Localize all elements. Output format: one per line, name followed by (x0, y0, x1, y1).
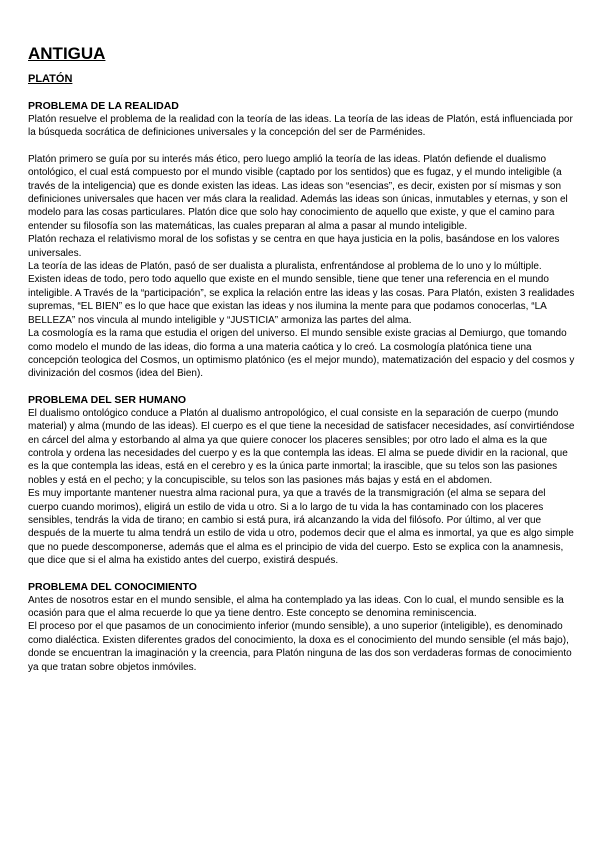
paragraph: Platón resuelve el problema de la realidad con la teoría de las ideas. La teoría de las ideas de Platón, está influenciada por la búsqueda socrática de definiciones universales y la concepción del ser de Parménides. (28, 114, 573, 139)
document-subtitle: PLATÓN (28, 73, 73, 85)
section-heading: PROBLEMA DE LA REALIDAD (28, 100, 179, 112)
paragraph: Platón rechaza el relativismo moral de los sofistas y se centra en que haya justicia en la polis, basándose en los valores universales. (28, 234, 560, 259)
paragraph: Antes de nosotros estar en el mundo sensible, el alma ha contemplado ya las ideas. Con lo cual, el mundo sensible es la ocasión para que el alma recuerde lo que ya tiene dentro. Este concepto se denomina reminiscencia. (28, 594, 564, 619)
section-realidad (28, 100, 576, 381)
section-heading: PROBLEMA DEL CONOCIMIENTO (28, 580, 197, 593)
paragraph: Platón primero se guía por su interés más ético, pero luego amplió la teoría de las ideas. Platón defiende el dualismo ontológico, el cual está compuesto por el mundo visible (captado por los sentidos) que es fugaz, y el mundo inteligible (a través de la inteligencia) que es donde existen las ideas. Las ideas son “esencias”, es decir, existen por sí mismas y son definiciones universales que hacen ver más clara la realidad. Además las ideas son únicas, inmutables y eternas, y son el modelo para las cosas particulares. Platón dice que solo hay conocimiento de aquello que existe, y que el camino para entender su filosofía son las matemáticas, las cuales preparan al alma a pasar al mundo inteligible. (28, 153, 568, 232)
document-page (28, 44, 576, 674)
section-spacer (28, 381, 576, 394)
paragraph: La cosmología es la rama que estudia el origen del universo. El mundo sensible existe gracias al Demiurgo, que tomando como modelo el mundo de las ideas, dio forma a una materia caótica y lo creó. La cosmología platónica tiene una concepción teologica del Cosmos, un optimismo platónico (es el mejor mundo), matematización del espacio y del cosmos y divinización del cosmos (idea del Bien). (28, 328, 575, 380)
document-title: ANTIGUA (28, 44, 106, 63)
paragraph: El proceso por el que pasamos de un conocimiento inferior (mundo sensible), a uno superior (inteligible), es denominado como dialéctica. Existen diferentes grados del conocimiento, la doxa es el conocimiento del mundo sensible (el más bajo), donde se encuentran la imaginación y la creencia, para Platón ninguna de las dos son verdaderas formas de conocimiento ya que tratan sobre objetos inmóviles. (28, 621, 572, 673)
paragraph: El dualismo ontológico conduce a Platón al dualismo antropológico, el cual consiste en la separación de cuerpo (mundo material) y alma (mundo de las ideas). El cuerpo es el que tiene la necesidad de satisfacer necesidades, así convirtiéndose en cárcel del alma y estorbando al alma ya que quiere conocer los placeres sensibles; por otro lado el alma es la que controla y ordena las necesidades del cuerpo y es la que contempla las ideas. El alma se puede dividir en la racional, que es la que contempla las ideas, está en el cerebro y es la única parte inmortal; la irascible, que su telos son las pasiones nobles y está en el pecho; y la concupiscible, su telos son las pasiones más bajas y está en el abdomen. (28, 407, 575, 486)
paragraph-spacer (28, 140, 576, 153)
paragraph: Es muy importante mantener nuestra alma racional pura, ya que a través de la transmigración (el alma se separa del cuerpo cuando morimos), eligirá un estilo de vida u otro. Si a lo largo de tu vida la has contaminado con los placeres sensibles, tendrás la vida de tirano; en cambio si está pura, irá alcanzando la vida del filósofo. Por último, al ver que después de la muerte tu alma tendrá un estilo de vida u otro, podemos decir que el alma es inmortal, ya que es algo simple que no puede descomponerse, además que el alma es el principio de vida del cuerpo. Esto se explica con la anamnesis, que dice que si el alma ha existido antes del cuerpo, existirá después. (28, 488, 574, 567)
section-conocimiento (28, 581, 576, 674)
section-ser-humano (28, 394, 576, 568)
section-spacer (28, 568, 576, 581)
section-heading: PROBLEMA DEL SER HUMANO (28, 393, 187, 406)
paragraph: La teoría de las ideas de Platón, pasó de ser dualista a pluralista, enfrentándose al problema de lo uno y lo múltiple. Existen ideas de todo, pero todo aquello que existe en el mundo sensible, tiene que tener una referencia en el mundo inteligible. A Través de la “participación”, se explica la relación entre las ideas y las cosas. Para Platón, existen 3 realidades supremas, “EL BIEN” es lo que hace que existan las ideas y nos ilumina la mente para que podamos conocerlas, “LA BELLEZA” nos vincula al mundo inteligible y “JUSTICIA” armoniza las partes del alma. (28, 261, 575, 326)
